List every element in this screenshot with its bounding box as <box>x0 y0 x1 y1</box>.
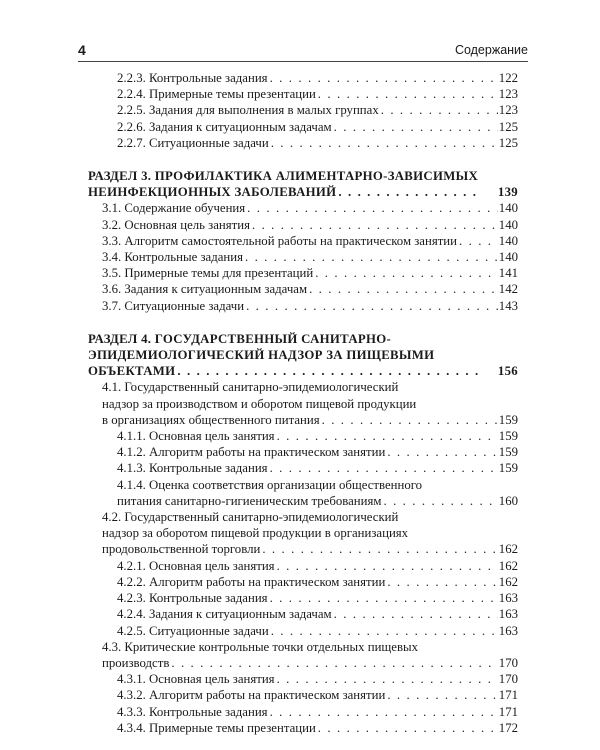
toc-entry[interactable]: 4.1.3. Контрольные задания . . . 159 <box>88 460 518 476</box>
toc-entry[interactable]: 4.3.1. Основная цель занятия . . . 170 <box>88 671 518 687</box>
section-4-title[interactable]: РАЗДЕЛ 4. ГОСУДАРСТВЕННЫЙ САНИТАРНО- <box>88 331 392 346</box>
toc-entry[interactable]: 4.1.1. Основная цель занятия . . . 159 <box>88 428 518 444</box>
subsection-4-3-title-end[interactable]: производств . . . 170 <box>88 655 518 671</box>
section-4 <box>88 331 518 736</box>
toc-entry[interactable]: 3.4. Контрольные задания . . . 140 <box>88 249 518 265</box>
toc-entry[interactable]: 2.2.6. Задания к ситуационным задачам . . . 125 <box>88 119 518 135</box>
toc-entry[interactable]: 2.2.7. Ситуационные задачи . . . 125 <box>88 135 518 151</box>
toc-entry[interactable]: 2.2.5. Задания для выполнения в малых группах . . . 123 <box>88 102 518 118</box>
section-4-title-end[interactable]: ОБЪЕКТАМИ . . . 156 <box>88 363 518 379</box>
subsection-4-2-title-end[interactable]: продовольственной торговли . . . 162 <box>88 541 518 557</box>
page-header <box>78 41 528 62</box>
toc-entry[interactable]: 4.2.2. Алгоритм работы на практическом занятии . . . 162 <box>88 574 518 590</box>
toc-entry[interactable]: 4.3.4. Примерные темы презентации . . . 172 <box>88 720 518 736</box>
page-number: 4 <box>78 42 86 58</box>
section-4-title[interactable]: ЭПИДЕМИОЛОГИЧЕСКИЙ НАДЗОР ЗА ПИЩЕВЫМИ <box>88 348 435 363</box>
toc-entry[interactable]: 2.2.4. Примерные темы презентации . . . 123 <box>88 86 518 102</box>
toc-entry[interactable]: 3.7. Ситуационные задачи . . . 143 <box>88 298 518 314</box>
toc-entry[interactable]: 3.3. Алгоритм самостоятельной работы на практическом занятии . . . 140 <box>88 233 518 249</box>
toc-entry[interactable]: 4.2.4. Задания к ситуационным задачам . . . 163 <box>88 606 518 622</box>
subsection-4-1-title[interactable]: надзор за производством и оборотом пищевой продукции <box>102 396 417 411</box>
toc-entry[interactable]: 4.2.1. Основная цель занятия . . . 162 <box>88 558 518 574</box>
toc-entry[interactable]: 4.3.2. Алгоритм работы на практическом занятии . . . 171 <box>88 687 518 703</box>
toc-entry[interactable]: 4.3.3. Контрольные задания . . . 171 <box>88 704 518 720</box>
section-3 <box>88 168 518 314</box>
toc-entry[interactable]: 4.1.2. Алгоритм работы на практическом занятии . . . 159 <box>88 444 518 460</box>
running-title: Содержание <box>454 43 528 57</box>
toc-entry[interactable]: 2.2.3. Контрольные задания . . . 122 <box>88 70 518 86</box>
toc-entry-multiline[interactable]: 4.1.4. Оценка соответствия организации общественного <box>117 477 423 492</box>
section-3-title-end[interactable]: НЕИНФЕКЦИОННЫХ ЗАБОЛЕВАНИЙ . . . 139 <box>88 184 518 200</box>
toc-entry-multiline-end[interactable]: питания санитарно-гигиеническим требованиям . . . 160 <box>88 493 518 509</box>
subsection-4-2-title[interactable]: 4.2. Государственный санитарно-эпидемиологический <box>102 510 399 525</box>
toc-entry[interactable]: 4.2.3. Контрольные задания . . . 163 <box>88 590 518 606</box>
toc-entry[interactable]: 3.1. Содержание обучения . . . 140 <box>88 200 518 216</box>
subsection-4-2-title[interactable]: надзор за оборотом пищевой продукции в организациях <box>102 526 409 541</box>
subsection-4-1-title-end[interactable]: в организациях общественного питания . . . 159 <box>88 412 518 428</box>
subsection-4-1-title[interactable]: 4.1. Государственный санитарно-эпидемиологический <box>102 380 399 395</box>
toc-entry[interactable]: 3.6. Задания к ситуационным задачам . . . 142 <box>88 281 518 297</box>
toc-entry[interactable]: 3.5. Примерные темы для презентаций . . . 141 <box>88 265 518 281</box>
toc-entry[interactable]: 3.2. Основная цель занятия . . . 140 <box>88 217 518 233</box>
toc-entry[interactable]: 4.2.5. Ситуационные задачи . . . 163 <box>88 623 518 639</box>
section-3-title[interactable]: РАЗДЕЛ 3. ПРОФИЛАКТИКА АЛИМЕНТАРНО-ЗАВИСИМЫХ <box>88 169 478 184</box>
table-of-contents <box>88 70 518 736</box>
subsection-4-3-title[interactable]: 4.3. Критические контрольные точки отдельных пищевых <box>102 639 418 654</box>
